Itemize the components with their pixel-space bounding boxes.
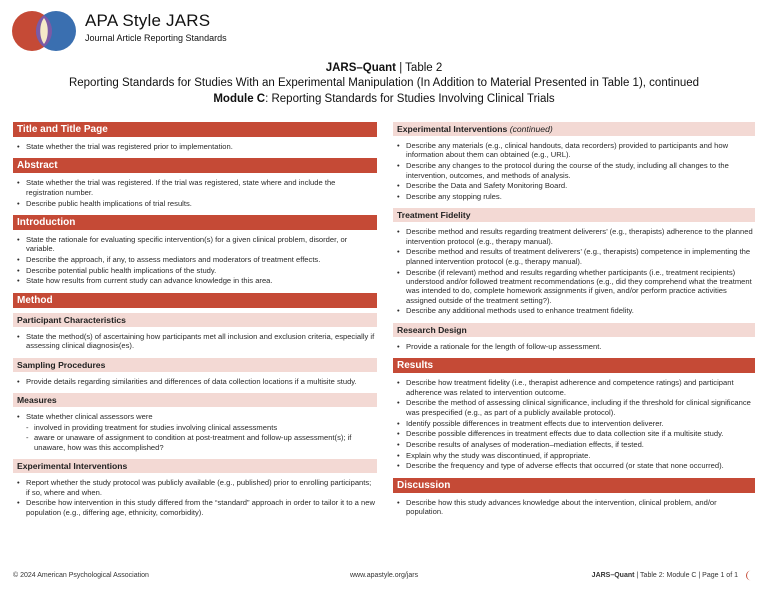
abstract-list [13, 178, 377, 208]
subsection-sampling-procedures: Sampling Procedures [13, 358, 377, 372]
subsection-treatment-fidelity: Treatment Fidelity [393, 208, 755, 222]
apa-logo [12, 10, 78, 52]
module-title [0, 91, 768, 107]
list-item: • Explain why the study was discontinued, if appropriate. [393, 451, 755, 460]
page-heading [0, 61, 768, 107]
participants-list [13, 332, 377, 351]
module-title-rest: : Reporting Standards for Studies Involving Clinical Trials [265, 93, 555, 105]
list-item: • State the method(s) of ascertaining how participants met all inclusion and exclusion criteria, especially if assessing clinical diagnosis(es). [13, 332, 377, 351]
discussion-list [393, 498, 755, 517]
list-item: • Describe the frequency and type of adverse effects that occurred (or state that none occurred). [393, 461, 755, 470]
list-item: • Describe the approach, if any, to assess mediators and moderators of treatment effects. [13, 255, 377, 264]
list-item: • State whether the trial was registered. If the trial was registered, state where and include the registration number. [13, 178, 377, 197]
list-item: • Describe how this study advances knowledge about the intervention, clinical problem, and/or population. [393, 498, 755, 517]
list-item: • Describe any changes to the protocol during the course of the study, including all changes to the intervention, outcomes, and methods of analysis. [393, 161, 755, 180]
interventions-continued-list [393, 141, 755, 201]
list-item: • Describe any stopping rules. [393, 192, 755, 201]
list-item: • State how results from current study can advance knowledge in this area. [13, 276, 377, 285]
list-item: • Provide details regarding similarities and differences of data collection locations if a multisite study. [13, 377, 377, 386]
introduction-list [13, 235, 377, 286]
section-results: Results [393, 358, 755, 373]
list-item: • State the rationale for evaluating specific intervention(s) for a given clinical problem, disorder, or variable. [13, 235, 377, 254]
subsection-experimental-interventions-continued [393, 122, 755, 136]
list-item: • Describe possible differences in treatment effects due to data collection site if a multisite study. [393, 429, 755, 438]
results-list [393, 378, 755, 470]
section-method: Method [13, 293, 377, 308]
list-item: • State whether clinical assessors were [13, 412, 377, 421]
measures-list [13, 412, 377, 452]
interventions-list [13, 478, 377, 517]
list-item: • Describe method and results of treatment deliverers’ (e.g., therapists) competence in implementing the planned intervention protocol (e.g., therapy manual). [393, 247, 755, 266]
sub-list-item: - involved in providing treatment for studies involving clinical assessments [13, 423, 377, 432]
list-item: • Identify possible differences in treatment effects due to intervention deliverer. [393, 419, 755, 428]
list-item: • State whether the trial was registered prior to implementation. [13, 142, 377, 151]
table-subtitle: Reporting Standards for Studies With an Experimental Manipulation (In Addition to Material Presented in Table 1), continued [68, 77, 700, 89]
table-title-rest: | Table 2 [396, 62, 443, 74]
footer-page-info [592, 572, 738, 579]
footer-url[interactable]: www.apastyle.org/jars [350, 572, 419, 579]
list-item: • Describe results of analyses of moderation–mediation effects, if tested. [393, 440, 755, 449]
section-discussion: Discussion [393, 478, 755, 493]
brand-title: APA Style JARS [85, 11, 211, 30]
subsection-research-design: Research Design [393, 323, 755, 337]
table-title [0, 61, 768, 76]
list-item: • Describe the Data and Safety Monitoring Board. [393, 181, 755, 190]
left-column [13, 122, 377, 524]
list-item: • Describe (if relevant) method and results regarding whether participants (i.e., treatment recipients) understood and/or followed treatment recommendations (e.g., did they comprehend what the treatment was intended to do, complete homework assignments if given, and/or perform practice activities assigned outside of the treatment setting?). [393, 268, 755, 306]
continued-label: (continued) [509, 124, 553, 134]
subsection-participant-characteristics: Participant Characteristics [13, 313, 377, 327]
subsection-experimental-interventions: Experimental Interventions [13, 459, 377, 473]
subsection-measures: Measures [13, 393, 377, 407]
table-title-bold: JARS–Quant [325, 62, 397, 74]
section-abstract: Abstract [13, 158, 377, 173]
list-item: • Describe public health implications of trial results. [13, 199, 377, 208]
subsection-label: Experimental Interventions [397, 124, 508, 134]
footer-page-text: | Table 2: Module C | Page 1 of 1 [634, 572, 738, 579]
list-item: • Describe method and results regarding treatment deliverers’ (e.g., therapists) adherence to the planned intervention protocol (e.g., therapy manual). [393, 227, 755, 246]
list-item: • Describe how treatment fidelity (i.e., therapist adherence and competence ratings) and participant adherence was related to intervention outcome. [393, 378, 755, 397]
module-title-bold: Module C [213, 93, 266, 105]
list-item: • Report whether the study protocol was publicly available (e.g., published) prior to enrolling participants; if so, where and when. [13, 478, 377, 497]
list-item: • Describe potential public health implications of the study. [13, 266, 377, 275]
list-item: • Describe any additional methods used to enhance treatment fidelity. [393, 306, 755, 315]
brand [85, 11, 227, 43]
footer-jars-bold: JARS–Quant [591, 572, 635, 579]
design-list [393, 342, 755, 351]
fidelity-list [393, 227, 755, 316]
section-introduction: Introduction [13, 215, 377, 230]
sampling-list [13, 377, 377, 386]
section-title-page: Title and Title Page [13, 122, 377, 137]
brand-subtitle: Journal Article Reporting Standards [85, 33, 227, 43]
list-item: • Describe any materials (e.g., clinical handouts, data recorders) provided to participants and how information about them can obtained (e.g., URL). [393, 141, 755, 160]
sub-list-item: - aware or unaware of assignment to condition at post-treatment and follow-up assessment(s); if unaware, how was this accomplished? [13, 433, 377, 452]
list-item: • Describe how intervention in this study differed from the “standard” approach in order to tailor it to a new population (e.g., differing age, ethnicity, comorbidity). [13, 498, 377, 517]
footer-copyright: © 2024 American Psychological Association [13, 572, 149, 579]
crescent-icon [744, 570, 755, 581]
title-page-list [13, 142, 377, 151]
list-item: • Provide a rationale for the length of follow-up assessment. [393, 342, 755, 351]
list-item: • Describe the method of assessing clinical significance, including if the threshold for clinical significance was prespecified (e.g., as part of a publicly available protocol). [393, 398, 755, 417]
right-column [393, 122, 755, 524]
